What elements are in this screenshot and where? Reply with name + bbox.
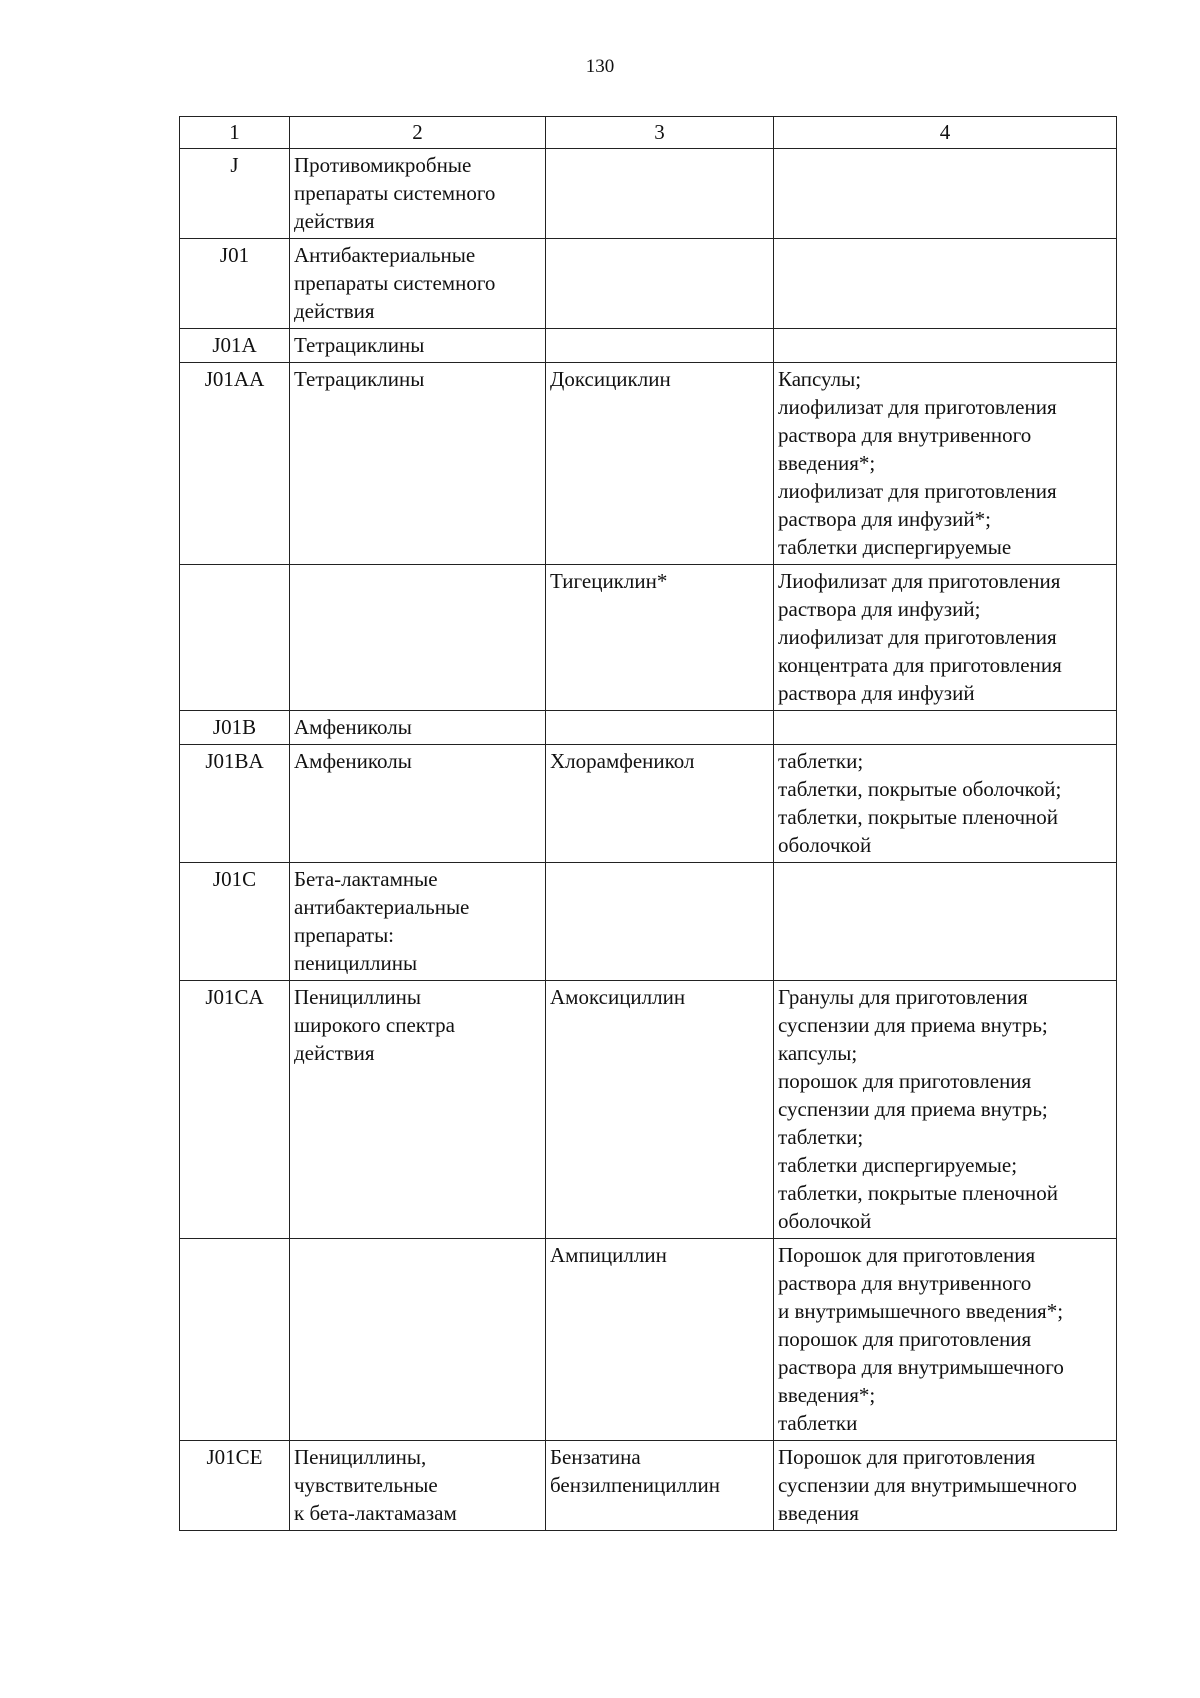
dosage-forms-cell — [774, 329, 1117, 363]
table-row — [180, 711, 1117, 745]
drug-name-cell: Амоксициллин — [546, 981, 774, 1239]
table-row — [180, 745, 1117, 863]
dosage-forms-cell: Лиофилизат для приготовления раствора для инфузий; лиофилизат для приготовления концентрата для приготовления раствора для инфузий — [774, 565, 1117, 711]
group-name-cell: Амфениколы — [290, 711, 546, 745]
dosage-forms-cell: таблетки; таблетки, покрытые оболочкой; таблетки, покрытые пленочной оболочкой — [774, 745, 1117, 863]
atc-code-cell — [180, 565, 290, 711]
atc-code-cell: J01C — [180, 863, 290, 981]
group-name-cell: Противомикробные препараты системного действия — [290, 149, 546, 239]
table-row — [180, 329, 1117, 363]
dosage-forms-cell: Капсулы; лиофилизат для приготовления раствора для внутривенного введения*; лиофилизат для приготовления раствора для инфузий*; таблетки диспергируемые — [774, 363, 1117, 565]
group-name-cell: Пенициллины, чувствительные к бета-лактамазам — [290, 1441, 546, 1531]
atc-code-cell: J01B — [180, 711, 290, 745]
table-header-row — [180, 117, 1117, 149]
group-name-cell — [290, 565, 546, 711]
dosage-forms-cell: Гранулы для приготовления суспензии для приема внутрь; капсулы; порошок для приготовления суспензии для приема внутрь; таблетки; таблетки диспергируемые; таблетки, покрытые пленочной оболочкой — [774, 981, 1117, 1239]
atc-code-cell — [180, 1239, 290, 1441]
column-header: 1 — [180, 117, 290, 149]
group-name-cell: Тетрациклины — [290, 329, 546, 363]
dosage-forms-cell: Порошок для приготовления суспензии для внутримышечного введения — [774, 1441, 1117, 1531]
drug-name-cell: Тигециклин* — [546, 565, 774, 711]
dosage-forms-cell — [774, 239, 1117, 329]
drug-name-cell — [546, 711, 774, 745]
group-name-cell: Тетрациклины — [290, 363, 546, 565]
atc-code-cell: J — [180, 149, 290, 239]
group-name-cell: Бета-лактамные антибактериальные препараты: пенициллины — [290, 863, 546, 981]
table-row — [180, 981, 1117, 1239]
column-header: 4 — [774, 117, 1117, 149]
table-row — [180, 149, 1117, 239]
atc-code-cell: J01 — [180, 239, 290, 329]
column-header: 3 — [546, 117, 774, 149]
drug-name-cell: Ампициллин — [546, 1239, 774, 1441]
group-name-cell: Амфениколы — [290, 745, 546, 863]
drug-name-cell — [546, 863, 774, 981]
atc-code-cell: J01BA — [180, 745, 290, 863]
drug-name-cell — [546, 239, 774, 329]
page-number: 130 — [585, 56, 615, 77]
table-row — [180, 565, 1117, 711]
drug-name-cell: Доксициклин — [546, 363, 774, 565]
table-row — [180, 863, 1117, 981]
drug-name-cell: Бензатина бензилпенициллин — [546, 1441, 774, 1531]
table-row — [180, 239, 1117, 329]
dosage-forms-cell — [774, 711, 1117, 745]
dosage-forms-cell — [774, 863, 1117, 981]
atc-code-cell: J01AA — [180, 363, 290, 565]
group-name-cell: Антибактериальные препараты системного действия — [290, 239, 546, 329]
table-row — [180, 1441, 1117, 1531]
table-row — [180, 1239, 1117, 1441]
dosage-forms-cell: Порошок для приготовления раствора для внутривенного и внутримышечного введения*; порошок для приготовления раствора для внутримышечного введения*; таблетки — [774, 1239, 1117, 1441]
atc-code-cell: J01CA — [180, 981, 290, 1239]
atc-code-cell: J01A — [180, 329, 290, 363]
group-name-cell — [290, 1239, 546, 1441]
drug-name-cell: Хлорамфеникол — [546, 745, 774, 863]
table-row — [180, 363, 1117, 565]
atc-code-cell: J01CE — [180, 1441, 290, 1531]
drug-table — [179, 116, 1117, 1531]
dosage-forms-cell — [774, 149, 1117, 239]
drug-name-cell — [546, 149, 774, 239]
drug-name-cell — [546, 329, 774, 363]
group-name-cell: Пенициллины широкого спектра действия — [290, 981, 546, 1239]
column-header: 2 — [290, 117, 546, 149]
